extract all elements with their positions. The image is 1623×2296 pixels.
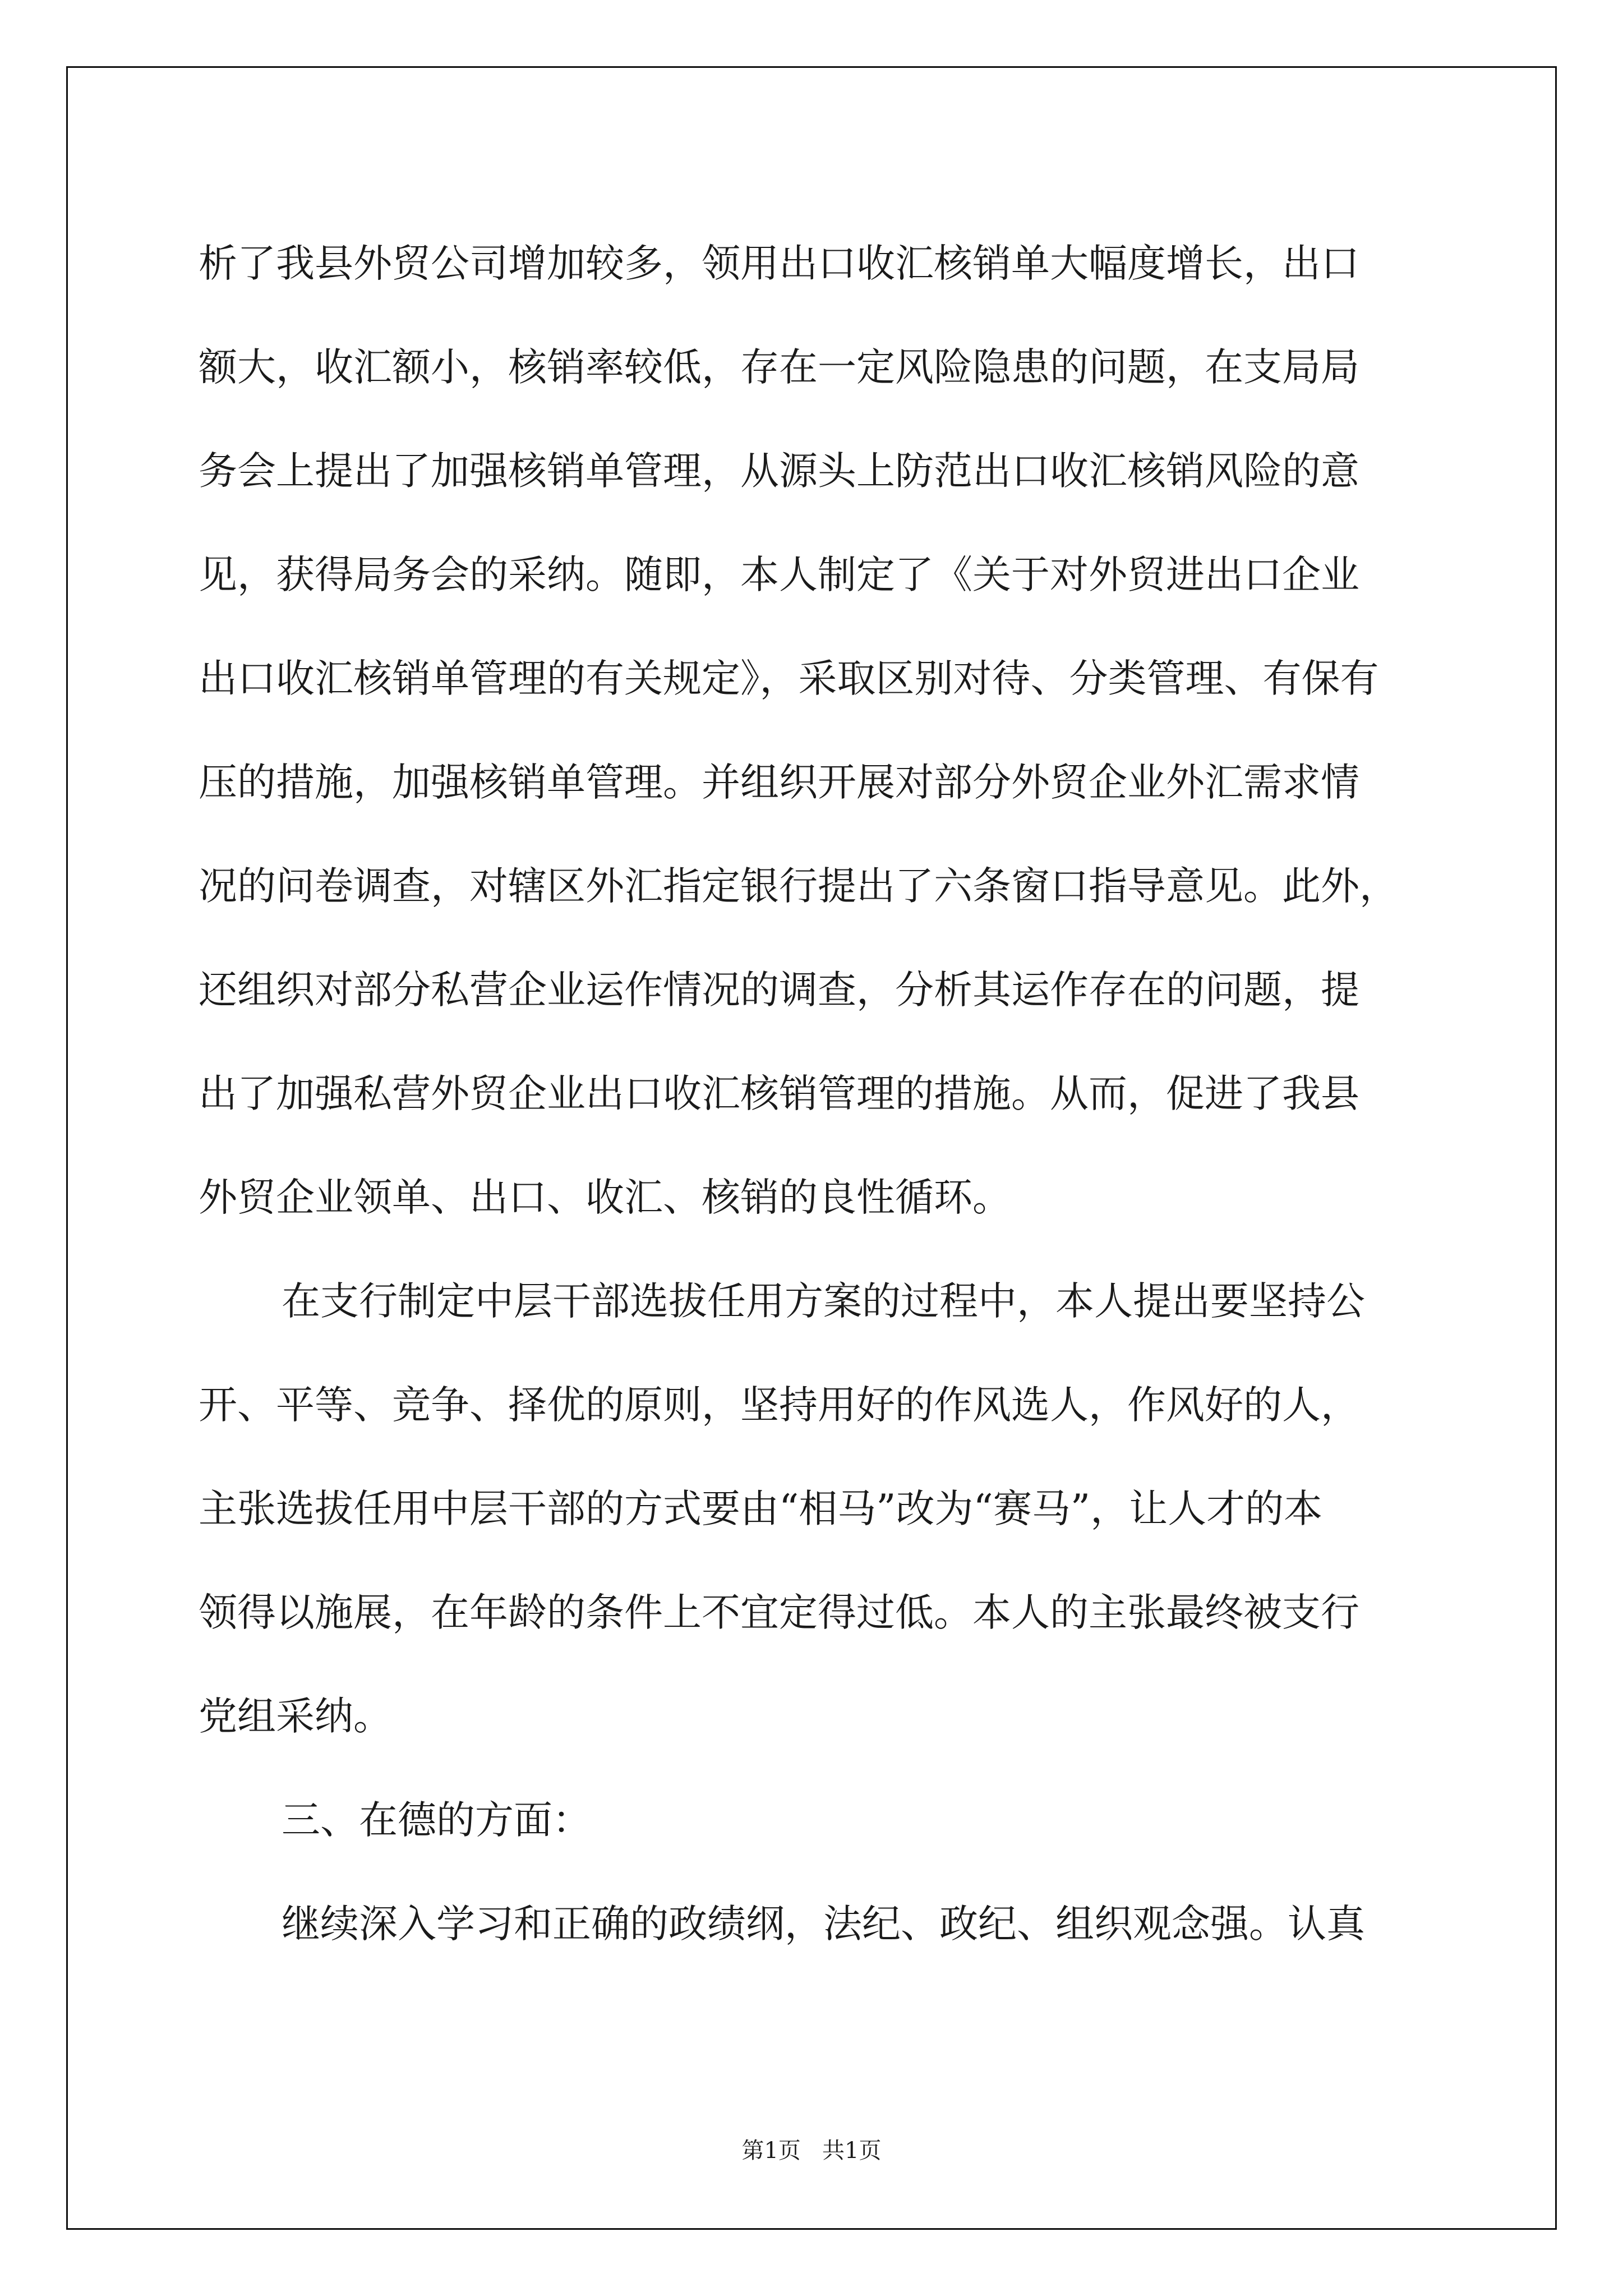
body-line-11: 在支行制定中层干部选拔任用方案的过程中，本人提出要坚持公 <box>282 1279 1365 1324</box>
body-line-5: 出口收汇核销单管理的有关规定》，采取区别对待、分类管理、有保有 <box>199 656 1379 701</box>
body-line-1: 析了我县外贸公司增加较多，领用出口收汇核销单大幅度增长，出口 <box>199 241 1359 286</box>
body-line-8: 还组织对部分私营企业运作情况的调查，分析其运作存在的问题，提 <box>199 968 1359 1013</box>
body-line-14: 领得以施展，在年龄的条件上不宜定得过低。本人的主张最终被支行 <box>199 1590 1359 1635</box>
body-line-3: 务会上提出了加强核销单管理，从源头上防范出口收汇核销风险的意 <box>199 449 1359 494</box>
body-line-17: 继续深入学习和正确的政绩纲，法纪、政纪、组织观念强。认真 <box>282 1902 1365 1947</box>
body-line-4: 见，获得局务会的采纳。随即，本人制定了《关于对外贸进出口企业 <box>199 553 1359 597</box>
body-line-10: 外贸企业领单、出口、收汇、核销的良性循环。 <box>199 1175 1011 1220</box>
page-footer: 第1页 共1页 <box>741 2138 882 2164</box>
body-line-6: 压的措施，加强核销单管理。并组织开展对部分外贸企业外汇需求情 <box>199 760 1359 805</box>
section-heading: 三、在德的方面： <box>282 1798 591 1843</box>
body-line-7: 况的问卷调查，对辖区外汇指定银行提出了六条窗口指导意见。此外， <box>199 864 1398 909</box>
body-line-2: 额大，收汇额小，核销率较低，存在一定风险隐患的问题，在支局局 <box>199 345 1359 390</box>
body-line-12: 开、平等、竞争、择优的原则，坚持用好的作风选人，作风好的人， <box>199 1383 1359 1428</box>
body-line-9: 出了加强私营外贸企业出口收汇核销管理的措施。从而，促进了我县 <box>199 1071 1359 1116</box>
body-line-15: 党组采纳。 <box>199 1694 392 1739</box>
body-line-13: 主张选拔任用中层干部的方式要由“相马”改为“赛马”，让人才的本 <box>199 1487 1323 1531</box>
document-body <box>199 212 1432 1976</box>
